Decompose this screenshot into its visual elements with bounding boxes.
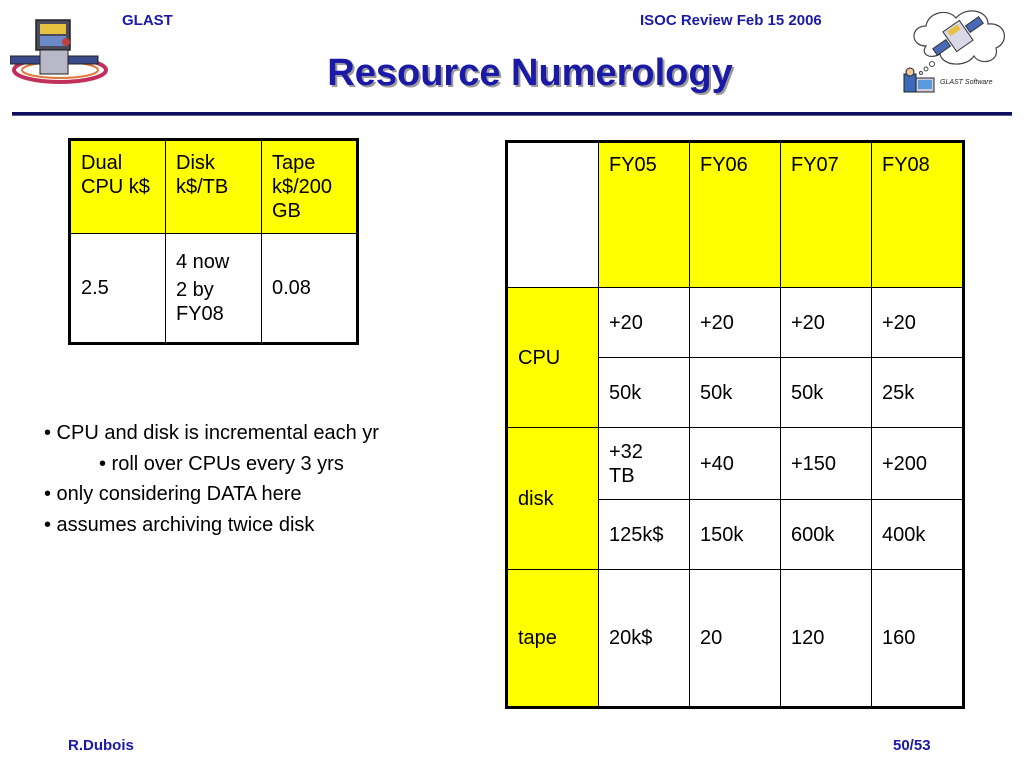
- row-label-cpu: CPU: [507, 288, 599, 428]
- list-item: • only considering DATA here: [44, 483, 302, 505]
- list-item: • roll over CPUs every 3 yrs: [99, 452, 344, 475]
- title-divider: [12, 112, 1012, 116]
- year-header: FY08: [872, 142, 964, 288]
- header-event: ISOC Review Feb 15 2006: [640, 12, 822, 29]
- year-header: FY06: [690, 142, 781, 288]
- table-cell: +32 TB: [599, 428, 690, 500]
- table-cell: +150: [781, 428, 872, 500]
- year-header: FY05: [599, 142, 690, 288]
- table-cell: 600k: [781, 500, 872, 570]
- row-label-disk: disk: [507, 428, 599, 570]
- table-cell: +40: [690, 428, 781, 500]
- list-item: • CPU and disk is incremental each yr: [44, 422, 379, 444]
- disk-rate-value: 4 now 2 by FY08: [166, 234, 262, 344]
- logo-caption: GLAST Software: [940, 79, 993, 86]
- tape-rate-value: 0.08: [262, 234, 358, 344]
- footer-page-number: 50/53: [893, 737, 931, 754]
- table-cell: 150k: [690, 500, 781, 570]
- page-title: Resource Numerology: [327, 52, 733, 94]
- table-cell: +20: [781, 288, 872, 358]
- resource-forecast-table: [505, 140, 965, 709]
- header-cpu-rate: Dual CPU k$: [70, 140, 166, 234]
- table-cell: +20: [872, 288, 964, 358]
- table-cell: 160: [872, 570, 964, 708]
- table-cell: 20: [690, 570, 781, 708]
- table-cell: 120: [781, 570, 872, 708]
- table-cell: +20: [690, 288, 781, 358]
- table-cell: 50k: [690, 358, 781, 428]
- table-cell: +20: [599, 288, 690, 358]
- table-cell: 20k$: [599, 570, 690, 708]
- cpu-rate-value: 2.5: [70, 234, 166, 344]
- header-project: GLAST: [122, 12, 173, 29]
- table-cell: 50k: [781, 358, 872, 428]
- row-label-tape: tape: [507, 570, 599, 708]
- table-cell: 50k: [599, 358, 690, 428]
- table-cell: +200: [872, 428, 964, 500]
- list-item: • assumes archiving twice disk: [44, 513, 315, 536]
- header-disk-rate: Disk k$/TB: [166, 140, 262, 234]
- notes-list: [44, 418, 379, 540]
- table-cell: 125k$: [599, 500, 690, 570]
- header-tape-rate: Tape k$/200 GB: [262, 140, 358, 234]
- table-cell: 25k: [872, 358, 964, 428]
- corner-cell: [507, 142, 599, 288]
- cost-rates-table: [68, 138, 359, 345]
- table-cell: 400k: [872, 500, 964, 570]
- year-header: FY07: [781, 142, 872, 288]
- footer-author: R.Dubois: [68, 737, 134, 754]
